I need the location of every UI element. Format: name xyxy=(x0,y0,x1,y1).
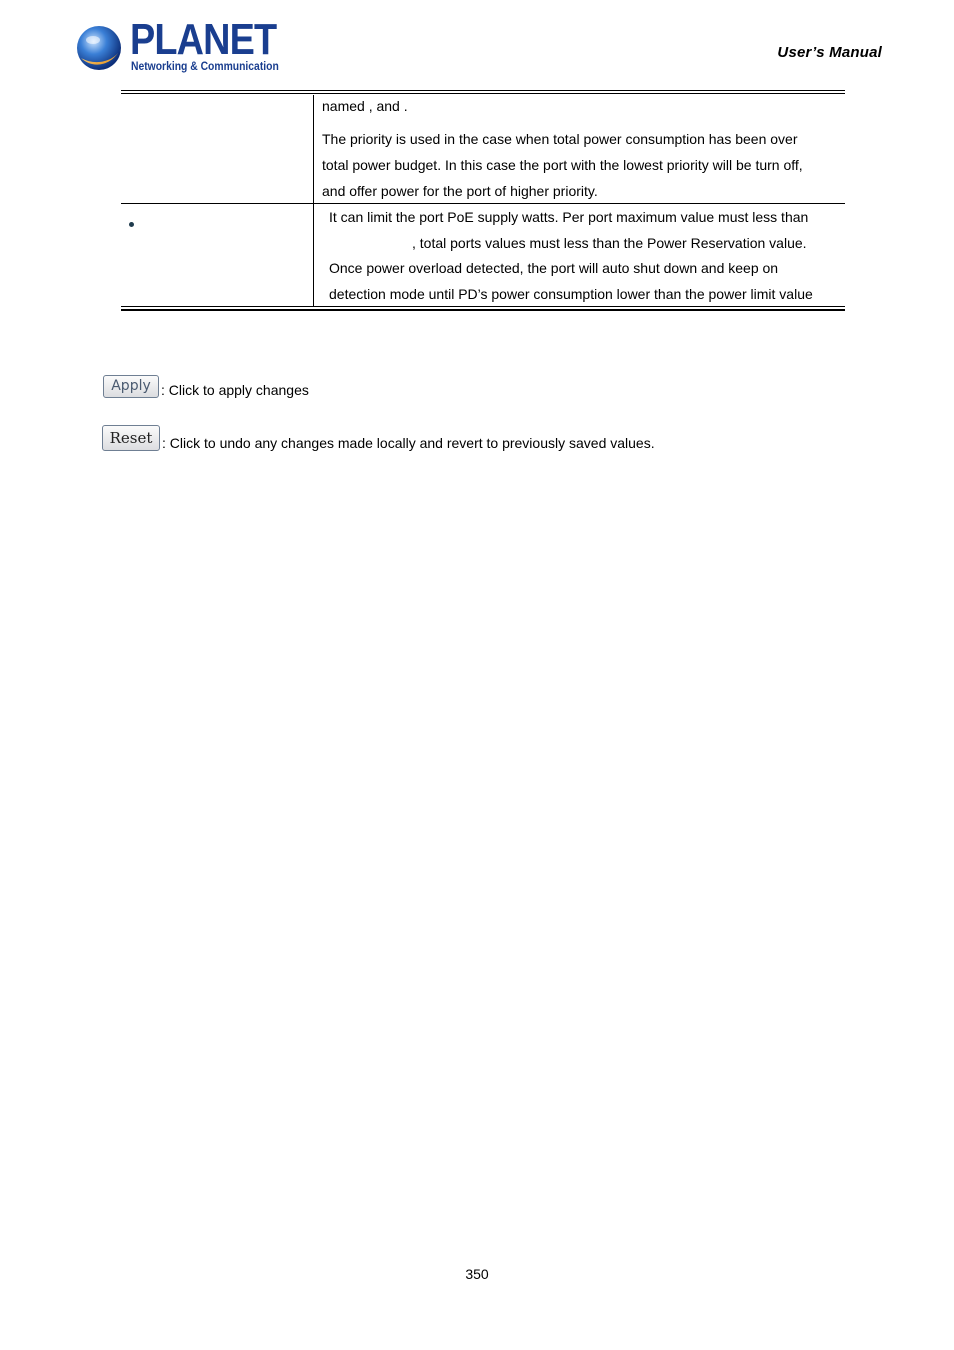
table-cell-description xyxy=(314,95,845,204)
reset-description: : Click to undo any changes made locally and revert to previously saved values. xyxy=(162,435,655,451)
description-line: and offer power for the port of higher priority. xyxy=(322,183,598,199)
logo-wordmark: PLANET xyxy=(130,15,277,64)
description-line: Once power overload detected, the port will auto shut down and keep on xyxy=(329,260,779,276)
bullet-icon xyxy=(129,222,134,227)
description-line: detection mode until PD’s power consumption lower than the power limit value xyxy=(329,286,813,302)
globe-icon xyxy=(75,24,123,72)
manual-title: User’s Manual xyxy=(777,44,882,61)
description-line: , total ports values must less than the Power Reservation value. xyxy=(412,235,807,251)
description-line: named , and . xyxy=(322,98,408,114)
header-rule xyxy=(121,93,845,94)
reset-button[interactable]: Reset xyxy=(102,425,160,451)
reset-line xyxy=(102,425,655,451)
description-line: The priority is used in the case when total power consumption has been over xyxy=(322,131,798,147)
table-cell-description xyxy=(314,204,845,306)
table-bottom-rule xyxy=(121,309,845,311)
planet-logo xyxy=(75,15,279,78)
parameter-table xyxy=(121,95,845,306)
apply-button[interactable]: Apply xyxy=(103,375,159,398)
table-cell-label xyxy=(121,95,314,204)
table-row xyxy=(121,95,845,204)
header-rule xyxy=(121,90,845,91)
table-cell-label xyxy=(121,204,314,306)
apply-description: : Click to apply changes xyxy=(161,382,309,398)
logo-tagline: Networking & Communication xyxy=(131,61,279,73)
description-line: It can limit the port PoE supply watts. Per port maximum value must less than xyxy=(329,209,809,225)
table-bottom-rule xyxy=(121,306,845,307)
page-number: 350 xyxy=(465,1266,489,1282)
table-row xyxy=(121,204,845,306)
description-line: total power budget. In this case the port with the lowest priority will be turn off, xyxy=(322,157,803,173)
apply-line xyxy=(103,375,309,398)
